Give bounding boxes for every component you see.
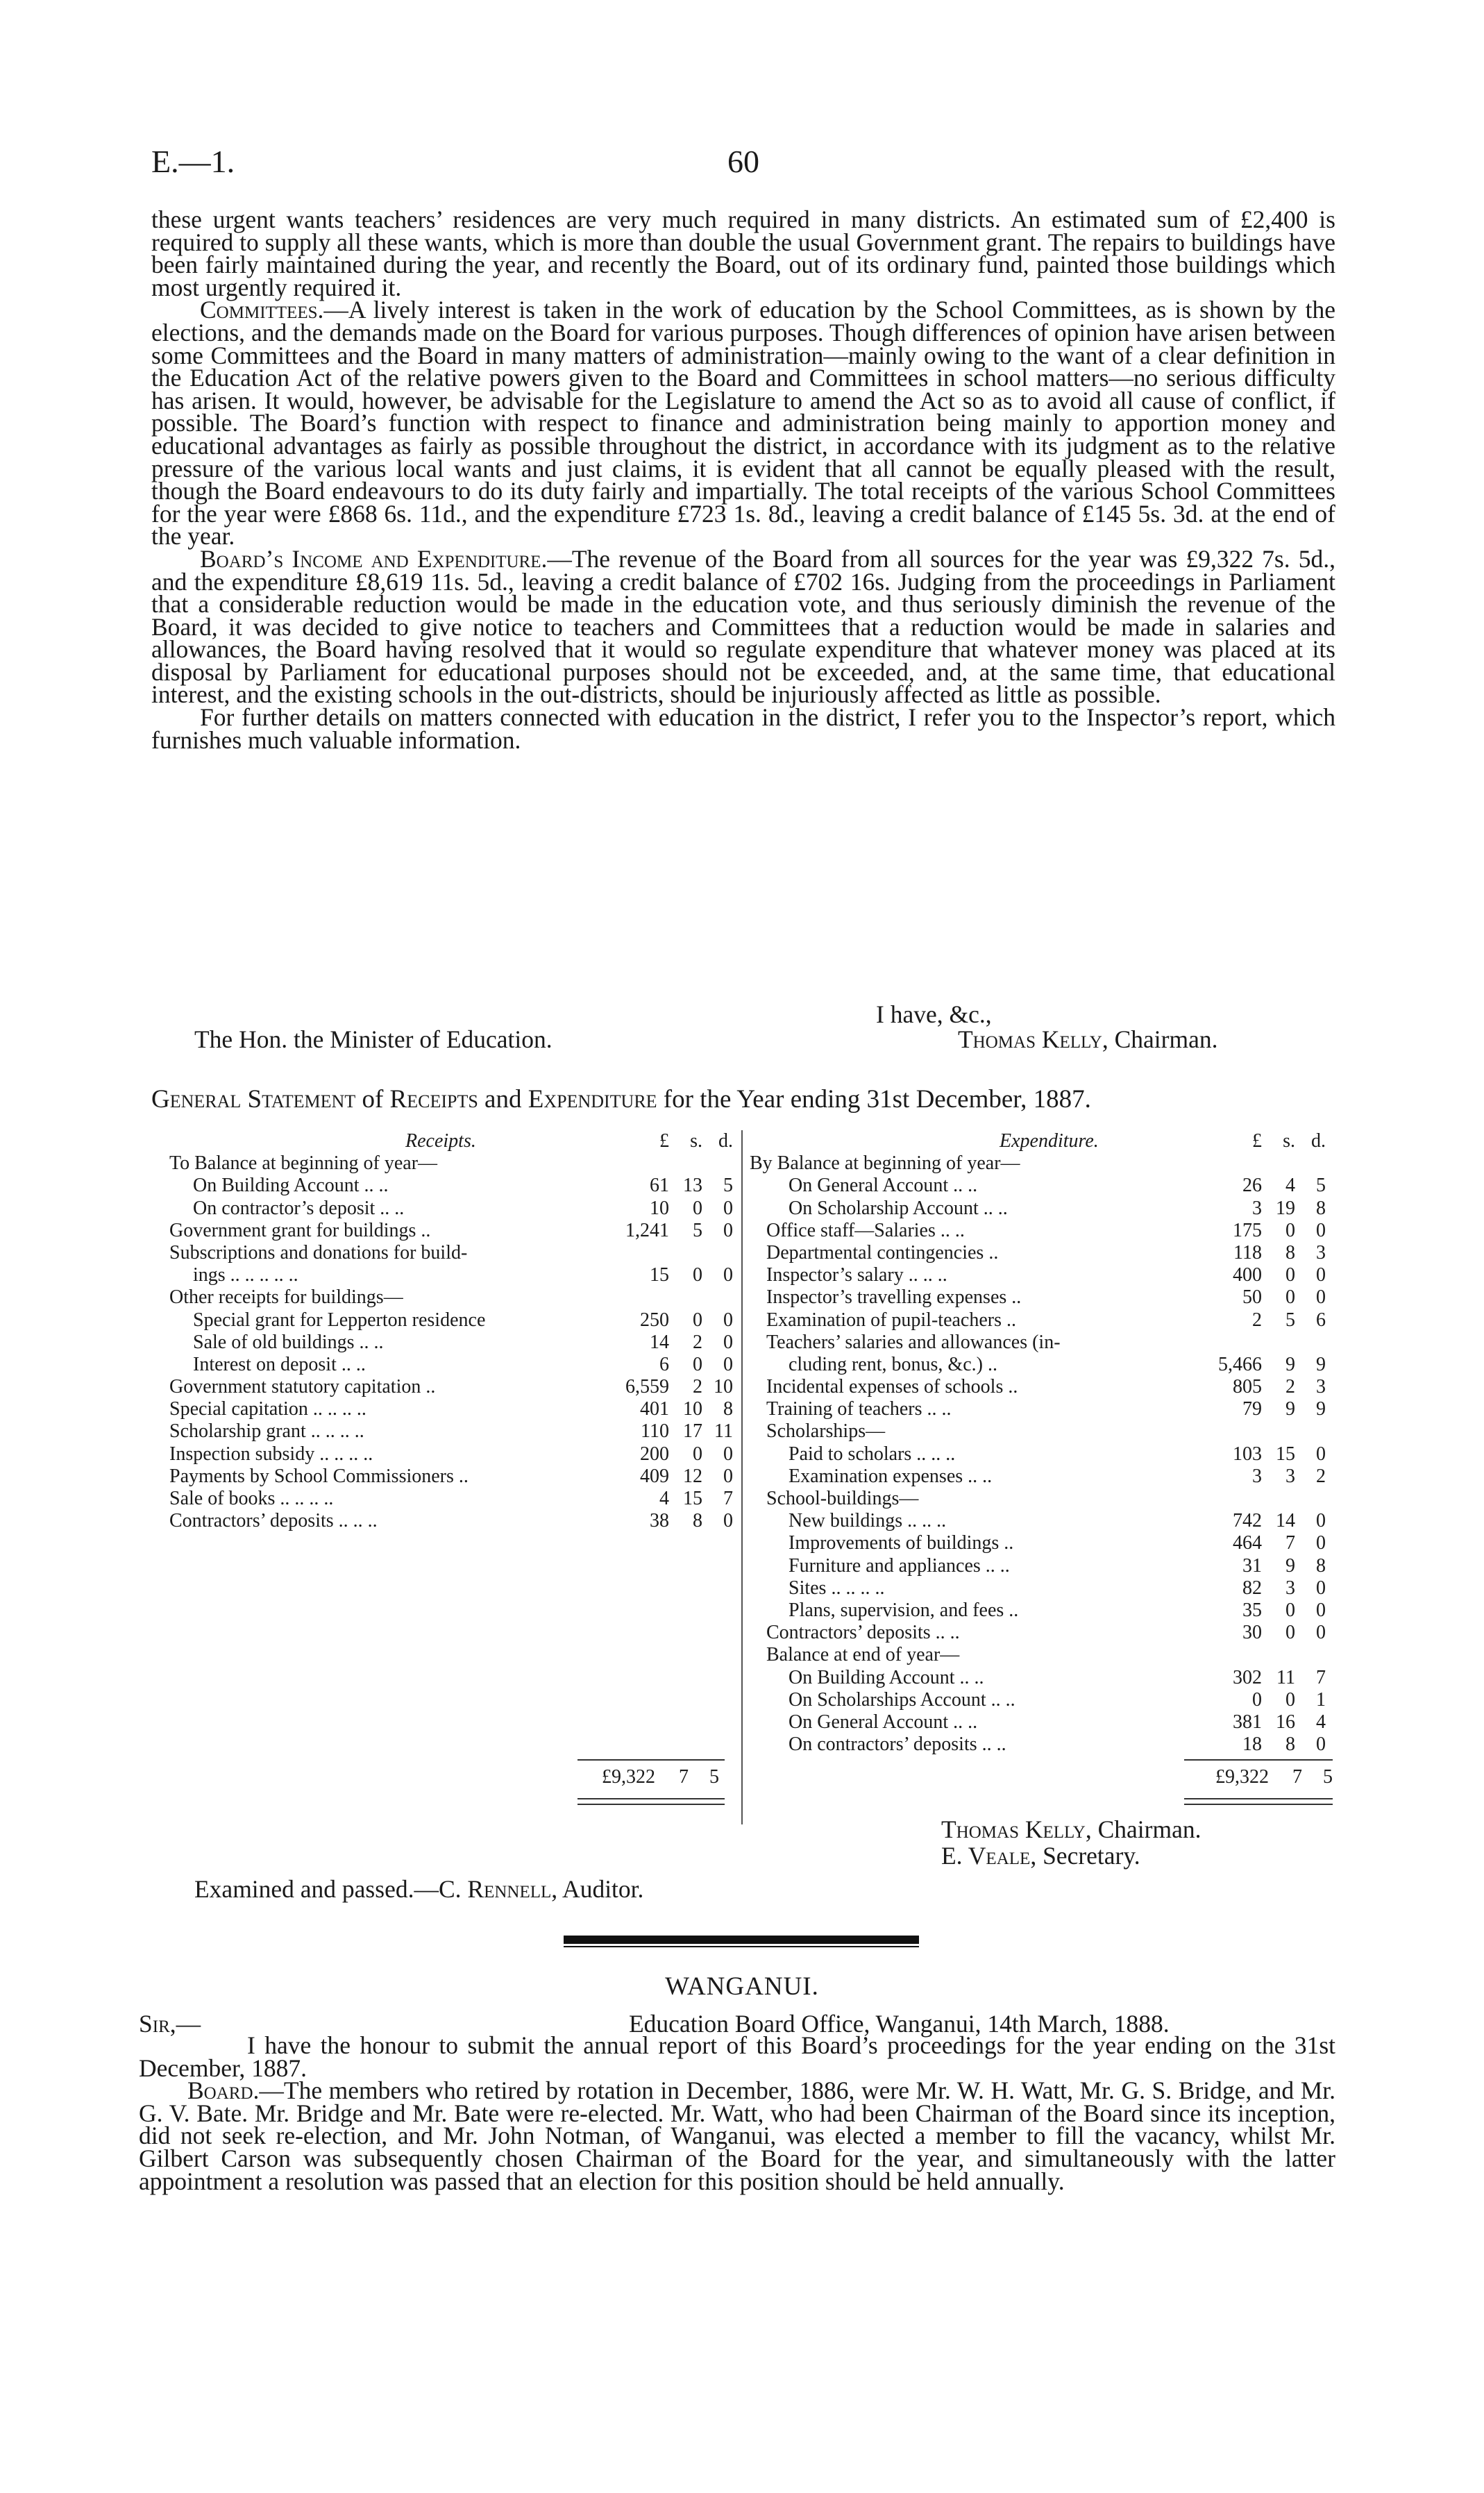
amount-pounds: 400 <box>1233 1264 1262 1286</box>
row-label: Sale of old buildings .. .. <box>193 1331 384 1353</box>
row-label: Scholarship grant .. .. .. .. <box>169 1420 364 1443</box>
row-label: On contractors’ deposits .. .. <box>789 1734 1006 1756</box>
amount-pence: 0 <box>1316 1286 1326 1309</box>
table-row <box>750 1175 1333 1197</box>
table-row <box>169 1443 739 1466</box>
table-row <box>750 1689 1333 1711</box>
row-label: Improvements of buildings .. <box>789 1532 1014 1554</box>
amount-pounds: 82 <box>1242 1577 1262 1599</box>
row-label: Contractors’ deposits .. .. .. <box>169 1510 378 1532</box>
table-row <box>169 1175 739 1197</box>
amount-pounds: 10 <box>650 1197 669 1219</box>
amount-pence: 0 <box>723 1465 733 1487</box>
amount-shillings: 0 <box>1285 1622 1295 1644</box>
row-label: Interest on deposit .. .. <box>193 1353 366 1375</box>
amount-shillings: 11 <box>1276 1666 1295 1688</box>
amount-pounds: 2 <box>1252 1309 1262 1331</box>
table-row <box>169 1152 739 1175</box>
amount-pounds: 50 <box>1242 1286 1262 1309</box>
amount-pence: 8 <box>1316 1554 1326 1577</box>
row-label: On Scholarship Account .. .. <box>789 1197 1008 1219</box>
amount-pounds: 61 <box>650 1175 669 1197</box>
amount-pounds: 31 <box>1242 1554 1262 1577</box>
table-row <box>169 1376 739 1398</box>
amount-pounds: 3 <box>1252 1197 1262 1219</box>
wanganui-paragraph-intro: I have the honour to submit the annual report of this Board’s proceedings for the year ending on the 31st December, 1887. <box>139 2031 1335 2082</box>
expenditure-table <box>750 1130 1333 1756</box>
amount-shillings: 15 <box>1276 1443 1295 1465</box>
addressee: The Hon. the Minister of Education. <box>194 1025 553 1053</box>
row-label: On General Account .. .. <box>789 1175 978 1197</box>
table-row <box>169 1466 739 1488</box>
amount-shillings: 5 <box>1285 1309 1295 1331</box>
table-row <box>169 1286 739 1309</box>
amount-pounds: 1,241 <box>625 1219 669 1241</box>
row-label: Training of teachers .. .. <box>766 1398 952 1420</box>
receipts-total-double-rule <box>577 1798 725 1805</box>
amount-pence: 0 <box>1316 1577 1326 1599</box>
amount-shillings: 3 <box>1285 1577 1295 1599</box>
amount-pounds: 200 <box>640 1443 669 1465</box>
amount-pence: 2 <box>1316 1465 1326 1487</box>
row-label: Special capitation .. .. .. .. <box>169 1398 366 1420</box>
amount-shillings: 4 <box>1285 1175 1295 1197</box>
col-shillings: s. <box>1283 1130 1295 1152</box>
amount-shillings: 9 <box>1285 1398 1295 1420</box>
paragraph-lead: Board. <box>187 2076 260 2105</box>
wanganui-body <box>139 2031 1335 2195</box>
amount-pounds: 742 <box>1233 1510 1262 1532</box>
amount-pence: 6 <box>1316 1309 1326 1331</box>
table-row <box>750 1286 1333 1309</box>
paragraph-income-expenditure: Board’s Income and Expenditure.—The revenue of the Board from all sources for the year was £9,322 7s. 5d., and the expenditure £8,619 11s. 5d., leaving a credit balance of £702 16s. Judging from the proceedings in Parliament that a considerable reduction would be made in the education vote, and thus seriously diminish the revenue of the Board, it was decided to give notice to teachers and Committees that a reduction would be made in salaries and allowances, the Board having resolved that it would so regulate expenditure that whatever money was placed at its disposal by Parliament for educational purposes should not be exceeded, and, at the same time, that educational interest, and the existing schools in the out-districts, should be injuriously affected as little as possible. <box>151 544 1335 709</box>
row-label: Inspector’s travelling expenses .. <box>766 1286 1022 1309</box>
amount-pence: 11 <box>714 1420 733 1443</box>
amount-shillings: 0 <box>693 1197 702 1219</box>
amount-pence: 0 <box>723 1510 733 1532</box>
table-row <box>750 1510 1333 1532</box>
amount-pence: 5 <box>723 1175 733 1197</box>
amount-pounds: 35 <box>1242 1599 1262 1621</box>
amount-pence: 10 <box>714 1376 733 1398</box>
amount-shillings: 0 <box>1285 1219 1295 1241</box>
row-label: On Building Account .. .. <box>193 1175 389 1197</box>
auditor-line: Examined and passed.—C. Rennell, Auditor. <box>194 1875 644 1903</box>
amount-pounds: 175 <box>1233 1219 1262 1241</box>
amount-pounds: 3 <box>1252 1465 1262 1487</box>
amount-pence: 0 <box>1316 1532 1326 1554</box>
amount-shillings: 2 <box>1285 1376 1295 1398</box>
table-row <box>169 1420 739 1443</box>
table-row <box>169 1264 739 1286</box>
amount-shillings: 12 <box>683 1465 702 1487</box>
table-row <box>750 1220 1333 1242</box>
amount-shillings: 2 <box>693 1376 702 1398</box>
document-page: E.—1. 60 these urgent wants teachers’ residences are very much required in many districts. An estimated sum of £2,400 is required to supply all these wants, which is more than double the usual Government grant. The repairs to buildings have been fairly maintained during the year, and recently the Board, out of its ordinary fund, painted those buildings which most urgently required it. Committees.—A lively interest is taken in the work of education by the School Committees, as is shown by the elections, and the demands made on the Board for various purposes. Though differences of opinion have arisen between some Committees and the Board in many matters of administration—mainly owing to the want of a clear definition in the Education Act of the relative powers given to the Board and Committees in school matters—no serious difficulty has arisen. It would, however, be advisable for the Legislature to amend the Act so as to avoid all cause of conflict, if possible. The Board’s function with respect to finance and administration being mainly to apportion money and educational advantages as fairly as possible throughout the district, in accordance with its judgment as to the relative pressure of the various local wants and just claims, it is evident that all cannot be equally pleased with the result, though the Board endeavours to do its duty fairly and impartially. The total receipts of the various School Committees for the year were £868 6s. 11d., and the expenditure £723 1s. 8d., leaving a credit balance of £145 5s. 3d. at the end of the year. Board’s Income and Expenditure.—The revenue of the Board from all sources for the year was £9,322 7s. 5d., and the expenditure £8,619 11s. 5d., leaving a credit balance of £702 16s. Judging from the proceedings in Parliament that a considerable reduction would be made in the education vote, and thus seriously diminish the revenue of the Board, it was decided to give notice to teachers and Committees that a reduction would be made in salaries and allowances, the Board having resolved that it would so regulate expenditure that whatever money was placed at its disposal by Parliament for educational purposes should not be exceeded, and, at the same time, that educational interest, and the existing schools in the out-districts, should be injuriously affected as little as possible. For further details on matters connected with education in the district, I refer you to the Inspector’s report, which furnishes much valuable information. I have, &c., The Hon. the Minister of Education. Thomas Kelly, Chairman. General Statement of Receipts and Expenditure for the Year ending 31st December, 1887. Receipts. £ s. d. To Balance at beginning of year— On Building Account .. .. 61 13 5 On contractor’s deposit .. .. 10 0 0 Government grant for buildings .. 1,241 5 0 Subscriptions and donations for build- ings .. .. .. .. .. 15 0 0 Other receipts for buildings— Special grant for Lepperton residence 250 0 0 Sale of old buildings .. .. 14 2 0 Interest on deposit .. .. 6 0 0 Government statutory capitation .. 6,559 2 10 Special capitation .. .. .. .. 401 10 8 Scholarship grant .. .. .. .. 110 17 11 Inspection subsidy .. .. .. .. 200 0 0 Payments by School Commissioners .. 409 12 0 Sale of books .. .. .. .. 4 15 7 Contractors’ deposits .. .. .. 38 8 0 Expenditure. £ s. d. By Balance at beginning of year— On General Account .. .. 26 4 5 On Scholarship Account .. .. 3 19 8 Office staff—Salaries .. .. 175 0 0 Departmental contingencies .. 118 8 3 Inspector’s salary .. .. .. 400 0 0 Inspector’s travelling expenses .. 50 0 0 Examination of pupil-teachers .. 2 5 6 Teachers’ salaries and allowances (in- cluding rent, bonus, &c.) .. 5,466 9 9 Incidental expenses of schools .. 805 2 3 Training of teachers .. .. 79 9 9 Scholarships— Paid to scholars .. .. .. 103 15 0 Examination expenses .. .. 3 3 2 School-buildings— New buildings .. .. .. 742 14 0 Improvements of buildings .. 464 7 0 Furniture and appliances .. .. 31 9 8 Sites .. .. .. .. 82 3 0 Plans, supervision, and fees .. 35 0 0 Contractors’ deposits .. .. 30 0 0 Balance at end of year— On Building Account .. .. 302 11 7 On Scholarships Account .. .. 0 0 1 On General Account .. .. 381 16 4 On contractors’ deposits .. .. 18 8 0 £9,322 7 5 £9,322 7 5 Thomas Kelly, Chairman. E. Veale, Secretary. Examined and passed.—C. Rennell, Auditor. WANGANUI. Sir,— Education Board Office, Wanganui, 14th March, 1888. I have the honour to submit the annual report of this Board’s proceedings for the year ending on the 31st December, 1887. Board.—The members who retired by rotation in December, 1886, were Mr. W. H. Watt, Mr. G. S. Bridge, and Mr. G. V. Bate. Mr. Bridge and Mr. Bate were re-elected. Mr. Watt, who had been Chairman of the Board since its inception, did not seek re-election, and Mr. John Notman, of Wanganui, was elected a member to fill the vacancy, whilst Mr. Gilbert Carson was subsequently chosen Chairman of the Board for the year, and simultaneously with the latter appointment a resolution was passed that an election for this position should be held annually. <box>0 0 1484 2493</box>
amount-pounds: 14 <box>650 1331 669 1353</box>
statement-signature-secretary: E. Veale, Secretary. <box>941 1842 1140 1870</box>
row-label: School-buildings— <box>766 1488 919 1509</box>
amount-pence: 0 <box>1316 1443 1326 1465</box>
amount-shillings: 0 <box>693 1443 702 1465</box>
table-row <box>750 1152 1333 1175</box>
amount-pounds: 409 <box>640 1465 669 1487</box>
row-label: Office staff—Salaries .. .. <box>766 1219 965 1241</box>
row-label: Paid to scholars .. .. .. <box>789 1443 956 1465</box>
statement-signature-chairman: Thomas Kelly, Chairman. <box>941 1815 1201 1843</box>
row-label: On Scholarships Account .. .. <box>789 1688 1015 1711</box>
amount-pence: 0 <box>1316 1599 1326 1621</box>
receipts-total-rule <box>577 1759 725 1761</box>
amount-shillings: 3 <box>1285 1465 1295 1487</box>
table-row <box>169 1198 739 1220</box>
amount-pounds: 15 <box>650 1264 669 1286</box>
document-reference: E.—1. <box>151 144 235 179</box>
table-row <box>750 1555 1333 1577</box>
row-label: New buildings .. .. .. <box>789 1510 947 1532</box>
row-label: On General Account .. .. <box>789 1711 978 1733</box>
salutation: Sir,— <box>139 2010 201 2038</box>
amount-shillings: 0 <box>1285 1599 1295 1621</box>
table-row <box>750 1443 1333 1466</box>
page-number: 60 <box>727 144 759 179</box>
amount-shillings: 14 <box>1276 1510 1295 1532</box>
row-label: Plans, supervision, and fees .. <box>789 1599 1019 1621</box>
row-label: cluding rent, bonus, &c.) .. <box>789 1353 997 1375</box>
amount-pence: 3 <box>1316 1241 1326 1264</box>
amount-shillings: 9 <box>1285 1353 1295 1375</box>
col-pence: d. <box>1311 1130 1326 1152</box>
amount-pounds: 110 <box>641 1420 669 1443</box>
amount-shillings: 0 <box>693 1353 702 1375</box>
expenditure-total-double-rule <box>1184 1798 1333 1805</box>
amount-shillings: 8 <box>693 1510 702 1532</box>
amount-pence: 0 <box>723 1353 733 1375</box>
table-row <box>169 1332 739 1354</box>
amount-pence: 9 <box>1316 1398 1326 1420</box>
row-label: Other receipts for buildings— <box>169 1286 403 1309</box>
row-label: Departmental contingencies .. <box>766 1241 999 1264</box>
column-divider <box>741 1130 743 1824</box>
table-row <box>750 1354 1333 1376</box>
row-label: Sale of books .. .. .. .. <box>169 1488 334 1509</box>
table-row <box>750 1398 1333 1420</box>
amount-shillings: 10 <box>683 1398 702 1420</box>
amount-pence: 3 <box>1316 1376 1326 1398</box>
amount-pounds: 401 <box>640 1398 669 1420</box>
table-row <box>169 1354 739 1376</box>
amount-shillings: 8 <box>1285 1734 1295 1756</box>
report-body <box>151 205 1335 754</box>
amount-pence: 8 <box>723 1398 733 1420</box>
amount-pence: 0 <box>1316 1510 1326 1532</box>
row-label: Inspector’s salary .. .. .. <box>766 1264 947 1286</box>
amount-pence: 5 <box>1316 1175 1326 1197</box>
row-label: Government statutory capitation .. <box>169 1376 436 1398</box>
amount-pounds: 6,559 <box>625 1376 669 1398</box>
amount-shillings: 0 <box>1285 1286 1295 1309</box>
amount-pence: 0 <box>723 1443 733 1465</box>
amount-pounds: 302 <box>1233 1666 1262 1688</box>
amount-pence: 7 <box>723 1488 733 1509</box>
amount-pence: 9 <box>1316 1353 1326 1375</box>
paragraph-buildings: these urgent wants teachers’ residences are very much required in many districts. An estimated sum of £2,400 is required to supply all these wants, which is more than double the usual Government grant. The repairs to buildings have been fairly maintained during the year, and recently the Board, out of its ordinary fund, painted those buildings which most urgently required it. <box>151 205 1335 301</box>
amount-pounds: 103 <box>1233 1443 1262 1465</box>
row-label: Inspection subsidy .. .. .. .. <box>169 1443 373 1465</box>
amount-pence: 4 <box>1316 1711 1326 1733</box>
row-label: Balance at end of year— <box>766 1644 960 1666</box>
table-row <box>750 1711 1333 1734</box>
row-label: To Balance at beginning of year— <box>169 1152 438 1175</box>
table-row <box>750 1420 1333 1443</box>
table-row <box>169 1488 739 1510</box>
col-pounds: £ <box>659 1130 669 1152</box>
amount-shillings: 0 <box>693 1309 702 1331</box>
table-row <box>169 1220 739 1242</box>
table-row <box>750 1242 1333 1264</box>
table-row <box>750 1332 1333 1354</box>
amount-pence: 1 <box>1316 1688 1326 1711</box>
receipts-header-row <box>169 1130 739 1152</box>
amount-shillings: 0 <box>1285 1264 1295 1286</box>
paragraph-further-details: For further details on matters connected with education in the district, I refer you to the Inspector’s report, which furnishes much valuable information. <box>151 703 1335 754</box>
col-shillings: s. <box>690 1130 702 1152</box>
amount-shillings: 0 <box>1285 1688 1295 1711</box>
receipts-table <box>169 1130 739 1532</box>
row-label: On contractor’s deposit .. .. <box>193 1197 405 1219</box>
amount-shillings: 2 <box>693 1331 702 1353</box>
amount-pence: 0 <box>723 1197 733 1219</box>
amount-pounds: 805 <box>1233 1376 1262 1398</box>
table-row <box>750 1622 1333 1644</box>
table-row <box>750 1264 1333 1286</box>
table-row <box>750 1376 1333 1398</box>
table-row <box>169 1242 739 1264</box>
table-row <box>750 1577 1333 1600</box>
amount-shillings: 17 <box>683 1420 702 1443</box>
amount-pounds: 118 <box>1233 1241 1262 1264</box>
amount-pence: 0 <box>723 1309 733 1331</box>
table-row <box>750 1488 1333 1510</box>
office-line: Education Board Office, Wanganui, 14th March, 1888. <box>629 2010 1170 2038</box>
table-row <box>750 1734 1333 1756</box>
amount-pounds: 30 <box>1242 1622 1262 1644</box>
table-row <box>750 1532 1333 1554</box>
amount-shillings: 13 <box>683 1175 702 1197</box>
amount-shillings: 16 <box>1276 1711 1295 1733</box>
amount-pounds: 26 <box>1242 1175 1262 1197</box>
col-pounds: £ <box>1252 1130 1262 1152</box>
row-label: ings .. .. .. .. .. <box>193 1264 298 1286</box>
amount-shillings: 9 <box>1285 1554 1295 1577</box>
amount-pence: 8 <box>1316 1197 1326 1219</box>
amount-pounds: 18 <box>1242 1734 1262 1756</box>
row-label: Subscriptions and donations for build- <box>169 1241 468 1264</box>
amount-pence: 0 <box>1316 1264 1326 1286</box>
amount-pounds: 6 <box>659 1353 669 1375</box>
amount-shillings: 7 <box>1285 1532 1295 1554</box>
amount-pounds: 38 <box>650 1510 669 1532</box>
section-heading-wanganui: WANGANUI. <box>665 1972 819 2001</box>
row-label: Government grant for buildings .. <box>169 1219 431 1241</box>
table-row <box>750 1667 1333 1689</box>
amount-pounds: 0 <box>1252 1688 1262 1711</box>
expenditure-total-rule <box>1184 1759 1333 1761</box>
amount-pence: 0 <box>723 1219 733 1241</box>
amount-pence: 0 <box>723 1264 733 1286</box>
amount-pounds: 5,466 <box>1218 1353 1262 1375</box>
row-label: Furniture and appliances .. .. <box>789 1554 1010 1577</box>
table-row <box>750 1600 1333 1622</box>
table-row <box>750 1309 1333 1332</box>
row-label: Scholarships— <box>766 1420 886 1443</box>
row-label: Examination of pupil-teachers .. <box>766 1309 1016 1331</box>
amount-pounds: 464 <box>1233 1532 1262 1554</box>
row-label: Contractors’ deposits .. .. <box>766 1622 960 1644</box>
amount-pounds: 250 <box>640 1309 669 1331</box>
amount-shillings: 19 <box>1276 1197 1295 1219</box>
amount-pence: 0 <box>1316 1219 1326 1241</box>
amount-pence: 0 <box>1316 1622 1326 1644</box>
row-label: Teachers’ salaries and allowances (in- <box>766 1331 1061 1353</box>
section-separator <box>564 1936 919 1944</box>
amount-shillings: 5 <box>693 1219 702 1241</box>
paragraph-committees: Committees.—A lively interest is taken in the work of education by the School Committees, as is shown by the elections, and the demands made on the Board for various purposes. Though differences of opinion have arisen between some Committees and the Board in many matters of administration—mainly owing to the want of a clear definition in the Education Act of the relative powers given to the Board and Committees in school matters—no serious difficulty has arisen. It would, however, be advisable for the Legislature to amend the Act so as to avoid all cause of conflict, if possible. The Board’s function with respect to finance and administration being mainly to apportion money and educational advantages as fairly as possible throughout the district, in accordance with its judgment as to the relative pressure of the various local wants and just claims, it is evident that all cannot be equally pleased with the result, though the Board endeavours to do its duty fairly and impartially. The total receipts of the various School Committees for the year were £868 6s. 11d., and the expenditure £723 1s. 8d., leaving a credit balance of £145 5s. 3d. at the end of the year. <box>151 296 1335 551</box>
amount-pence: 0 <box>723 1331 733 1353</box>
amount-shillings: 8 <box>1285 1241 1295 1264</box>
amount-pence: 0 <box>1316 1734 1326 1756</box>
signature-chairman: Thomas Kelly, Chairman. <box>958 1025 1218 1053</box>
amount-pounds: 381 <box>1233 1711 1262 1733</box>
amount-pounds: 4 <box>659 1488 669 1509</box>
amount-shillings: 15 <box>683 1488 702 1509</box>
row-label: Sites .. .. .. .. <box>789 1577 885 1599</box>
row-label: Special grant for Lepperton residence <box>193 1309 486 1331</box>
row-label: Examination expenses .. .. <box>789 1465 993 1487</box>
table-row <box>169 1398 739 1420</box>
col-pence: d. <box>718 1130 733 1152</box>
row-label: By Balance at beginning of year— <box>750 1152 1020 1175</box>
amount-pounds: 79 <box>1242 1398 1262 1420</box>
expenditure-header: Expenditure. <box>1000 1130 1099 1152</box>
table-row <box>169 1510 739 1532</box>
receipts-header: Receipts. <box>405 1130 476 1152</box>
amount-shillings: 0 <box>693 1264 702 1286</box>
row-label: Incidental expenses of schools .. <box>766 1376 1018 1398</box>
closing-i-have: I have, &c., <box>876 1000 992 1028</box>
table-row <box>169 1309 739 1332</box>
row-label: On Building Account .. .. <box>789 1666 984 1688</box>
row-label: Payments by School Commissioners .. <box>169 1465 469 1487</box>
table-row <box>750 1644 1333 1666</box>
amount-pence: 7 <box>1316 1666 1326 1688</box>
section-separator-thin <box>564 1946 919 1947</box>
table-row <box>750 1466 1333 1488</box>
paragraph-lead: Board’s Income and Expenditure. <box>200 544 548 573</box>
table-row <box>750 1198 1333 1220</box>
wanganui-paragraph-board: Board.—The members who retired by rotation in December, 1886, were Mr. W. H. Watt, Mr. G. S. Bridge, and Mr. G. V. Bate. Mr. Bridge and Mr. Bate were re-elected. Mr. Watt, who had been Chairman of the Board since its inception, did not seek re-election, and Mr. John Notman, of Wanganui, was elected a member to fill the vacancy, whilst Mr. Gilbert Carson was subsequently chosen Chairman of the Board for the year, and simultaneously with the latter appointment a resolution was passed that an election for this position should be held annually. <box>139 2076 1335 2195</box>
statement-title: General Statement of Receipts and Expenditure for the Year ending 31st December, 1887. <box>151 1085 1091 1114</box>
expenditure-header-row <box>750 1130 1333 1152</box>
paragraph-lead: Committees. <box>200 296 324 324</box>
